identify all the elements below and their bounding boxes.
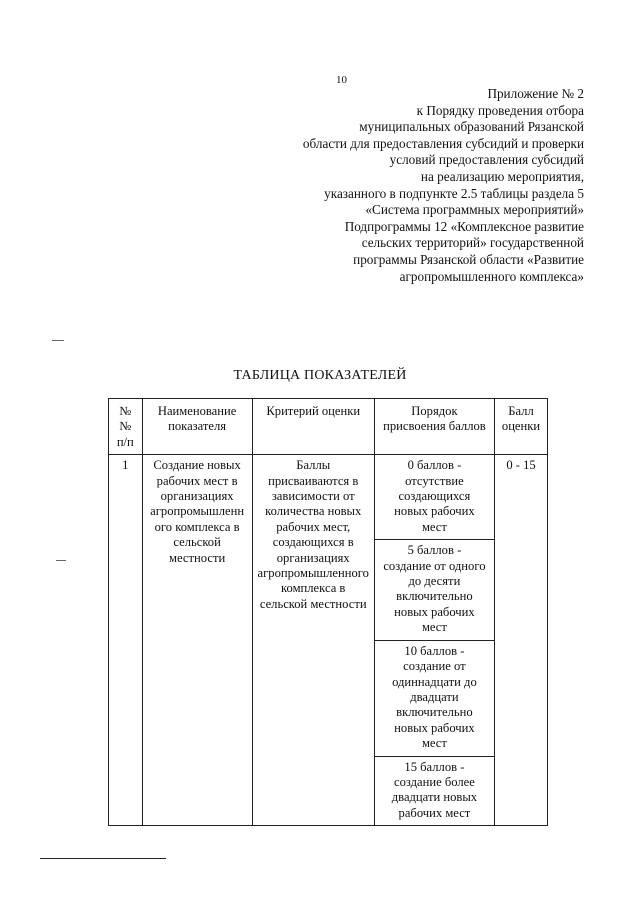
scoring-option-10 (374, 640, 494, 756)
cell-text: включительно (396, 705, 473, 720)
cell-text: новых рабочих (394, 604, 475, 619)
appendix-header (244, 86, 584, 285)
header-text: № (119, 404, 132, 418)
score-range-cell: 0 - 15 (495, 455, 548, 826)
appendix-line: условий предоставления субсидий (389, 152, 584, 168)
header-scoring-order (374, 399, 494, 455)
header-score (495, 399, 548, 455)
cell-text: агропромышленн (150, 504, 245, 519)
appendix-line: «Система программных мероприятий» (365, 202, 584, 218)
cell-text: 0 баллов - (407, 458, 462, 473)
appendix-line: муниципальных образований Рязанской (359, 119, 584, 135)
header-text: оценки (501, 419, 541, 434)
header-number (109, 399, 143, 455)
appendix-line: области для предоставления субсидий и проверки (302, 135, 584, 151)
table-header-row (109, 399, 548, 455)
cell-text: мест (421, 519, 447, 534)
row-number: 1 (109, 455, 143, 826)
cell-text: новых рабочих (394, 504, 475, 519)
cell-text: количества новых (265, 504, 362, 519)
header-criterion (252, 399, 374, 455)
cell-text: создание от одного (383, 558, 486, 573)
scoring-option-5 (374, 540, 494, 640)
appendix-line: сельских территорий» государственной (361, 235, 584, 251)
cell-text: ого комплекса в (154, 519, 240, 534)
header-text: № (119, 419, 132, 434)
scan-mark (52, 340, 64, 341)
appendix-line: программы Рязанской области «Развитие (353, 251, 584, 267)
cell-text: организациях (160, 489, 234, 504)
cell-text: сельской местности (259, 596, 367, 611)
header-text: Наименование (157, 404, 237, 418)
cell-text: комплекса в (281, 581, 346, 596)
cell-text: сельской (173, 535, 221, 550)
page-number: 10 (336, 74, 347, 86)
cell-text: зависимости от (271, 489, 355, 504)
cell-text: Баллы (296, 458, 331, 473)
table-row (109, 455, 548, 540)
cell-text: до десяти (408, 574, 461, 589)
cell-text: 5 баллов - (407, 543, 462, 558)
cell-text: включительно (396, 589, 473, 604)
appendix-line: на реализацию мероприятия, (420, 168, 584, 184)
footnote-rule (40, 858, 166, 859)
cell-text: двадцати новых (391, 790, 478, 805)
cell-text: создание от (403, 659, 466, 674)
cell-text: присваиваются в (268, 473, 359, 488)
appendix-line: Приложение № 2 (487, 86, 584, 101)
appendix-line: агропромышленного комплекса» (399, 268, 584, 284)
appendix-line: Подпрограммы 12 «Комплексное развитие (344, 218, 584, 234)
header-text: п/п (116, 434, 134, 449)
cell-text: создающихся в (272, 535, 354, 550)
table-title: ТАБЛИЦА ПОКАЗАТЕЛЕЙ (233, 368, 407, 383)
cell-text: организациях (276, 550, 350, 565)
cell-text: местности (169, 550, 226, 565)
header-text: Балл (508, 404, 534, 418)
cell-text: 10 баллов - (404, 643, 465, 658)
criterion-cell (252, 455, 374, 826)
cell-text: создающихся (398, 489, 471, 504)
header-text: Порядок (411, 404, 458, 418)
indicators-table (108, 398, 548, 826)
header-text: присвоения баллов (383, 419, 486, 434)
indicator-name-cell (142, 455, 252, 826)
header-text: показателя (168, 419, 227, 434)
cell-text: новых рабочих (394, 720, 475, 735)
cell-text: Создание новых (153, 458, 241, 473)
cell-text: мест (421, 736, 447, 751)
appendix-line: указанного в подпункте 2.5 таблицы раздела 5 (324, 185, 584, 201)
cell-text: отсутствие (405, 473, 464, 488)
scan-mark (56, 560, 66, 561)
cell-text: рабочих мест в (156, 473, 238, 488)
cell-text: двадцати (410, 689, 459, 704)
cell-text: агропромышленного (257, 566, 369, 581)
cell-text: мест (421, 620, 447, 635)
cell-text: создание более (393, 774, 475, 789)
cell-text: 15 баллов - (404, 759, 465, 774)
header-text: Критерий оценки (266, 404, 361, 418)
scoring-option-15 (374, 756, 494, 826)
cell-text: одиннадцати до (392, 674, 477, 689)
header-indicator-name (142, 399, 252, 455)
scoring-option-0 (374, 455, 494, 540)
appendix-line: к Порядку проведения отбора (416, 102, 584, 118)
cell-text: рабочих мест, (276, 519, 351, 534)
cell-text: рабочих мест (398, 805, 471, 820)
